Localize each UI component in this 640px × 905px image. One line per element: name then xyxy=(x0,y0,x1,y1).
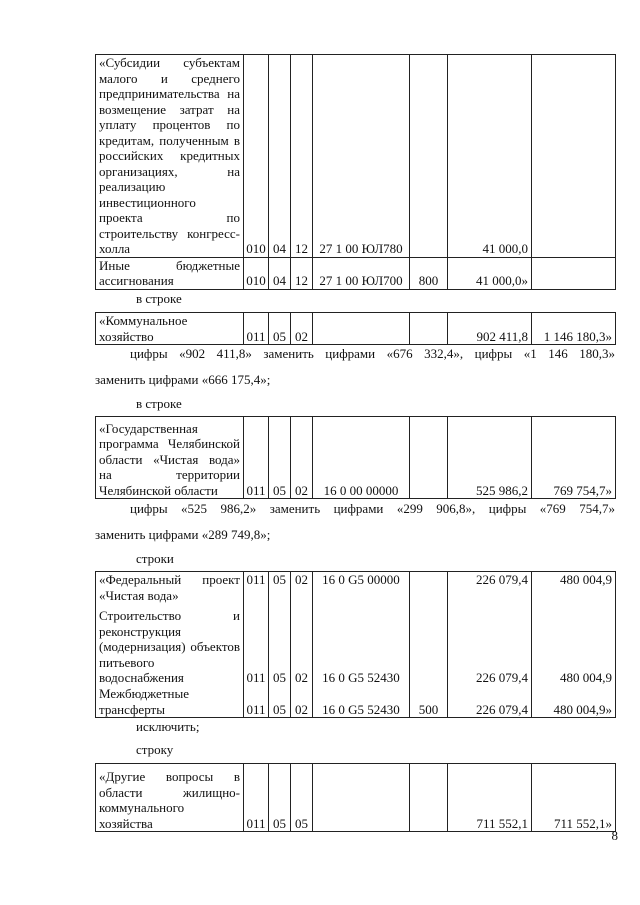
cell-sum-1: 226 079,4 xyxy=(448,608,532,686)
cell-sum-1: 226 079,4 xyxy=(448,686,532,718)
row-name: «Федеральный проект «Чистая вода» xyxy=(96,572,244,608)
cell-expense-type xyxy=(410,608,448,686)
cell-sum-2: 1 146 180,3» xyxy=(532,313,616,345)
cell-section: 04 xyxy=(269,55,291,258)
table-state-program xyxy=(95,416,616,499)
cell-section: 04 xyxy=(269,257,291,289)
table-row xyxy=(96,608,616,686)
cell-target-code: 27 1 00 ЮЛ780 xyxy=(313,55,410,258)
cell-expense-type: 500 xyxy=(410,686,448,718)
row-name: Межбюджетные трансферты xyxy=(96,686,244,718)
cell-section: 05 xyxy=(269,764,291,832)
cell-target-code: 16 0 G5 00000 xyxy=(313,572,410,608)
table-federal-project xyxy=(95,571,616,718)
cell-expense-type xyxy=(410,313,448,345)
cell-sum-2: 769 754,7» xyxy=(532,417,616,499)
table-row xyxy=(96,313,616,345)
text-exclude: исключить; xyxy=(136,719,200,734)
replace-paragraph-2-line-2: заменить цифрами «289 749,8»; xyxy=(95,527,271,542)
replace-paragraph-1-line-1: цифры «902 411,8» заменить цифрами «676 332,4», цифры «1 146 180,3» xyxy=(130,346,615,361)
cell-subsection: 02 xyxy=(291,417,313,499)
cell-target-code: 27 1 00 ЮЛ700 xyxy=(313,257,410,289)
cell-ministry: 011 xyxy=(244,686,269,718)
cell-expense-type xyxy=(410,55,448,258)
cell-ministry: 011 xyxy=(244,608,269,686)
table-row xyxy=(96,572,616,608)
cell-target-code: 16 0 G5 52430 xyxy=(313,608,410,686)
cell-section: 05 xyxy=(269,417,291,499)
cell-ministry: 010 xyxy=(244,55,269,258)
cell-target-code xyxy=(313,313,410,345)
cell-section: 05 xyxy=(269,313,291,345)
cell-ministry: 011 xyxy=(244,764,269,832)
cell-sum-2: 480 004,9 xyxy=(532,608,616,686)
cell-expense-type xyxy=(410,764,448,832)
text-rows: строки xyxy=(136,551,174,566)
table-row xyxy=(96,686,616,718)
cell-expense-type xyxy=(410,417,448,499)
table-row xyxy=(96,764,616,832)
table-row xyxy=(96,257,616,289)
table-other-housing xyxy=(95,763,616,832)
page-number: 8 xyxy=(611,828,618,843)
replace-paragraph-1-line-2: заменить цифрами «666 175,4»; xyxy=(95,372,271,387)
cell-sum-1: 41 000,0 xyxy=(448,55,532,258)
cell-subsection: 12 xyxy=(291,55,313,258)
row-name: «Коммунальное хозяйство xyxy=(96,313,244,345)
cell-subsection: 02 xyxy=(291,608,313,686)
cell-subsection: 05 xyxy=(291,764,313,832)
cell-sum-2: 480 004,9» xyxy=(532,686,616,718)
table-communal xyxy=(95,312,616,345)
cell-section: 05 xyxy=(269,608,291,686)
cell-sum-2 xyxy=(532,55,616,258)
cell-target-code: 16 0 00 00000 xyxy=(313,417,410,499)
cell-sum-2 xyxy=(532,257,616,289)
text-row: строку xyxy=(136,742,174,757)
cell-subsection: 02 xyxy=(291,572,313,608)
cell-ministry: 011 xyxy=(244,572,269,608)
cell-expense-type xyxy=(410,572,448,608)
cell-sum-1: 525 986,2 xyxy=(448,417,532,499)
table-row xyxy=(96,55,616,258)
row-name: «Субсидии субъектам малого и среднего предпринимательства на возмещение затрат на уплату процентов по кредитам, полученным в российских кредитных организациях, на реализацию инвестиционного проекта по строительству конгресс-холла xyxy=(96,55,244,258)
cell-sum-1: 41 000,0» xyxy=(448,257,532,289)
table-row xyxy=(96,417,616,499)
text-in-row: в строке xyxy=(136,291,182,306)
cell-ministry: 010 xyxy=(244,257,269,289)
cell-sum-1: 226 079,4 xyxy=(448,572,532,608)
row-name: «Государственная программа Челябинской области «Чистая вода» на территории Челябинской области xyxy=(96,417,244,499)
cell-ministry: 011 xyxy=(244,313,269,345)
cell-sum-2: 711 552,1» xyxy=(532,764,616,832)
replace-paragraph-2-line-1: цифры «525 986,2» заменить цифрами «299 906,8», цифры «769 754,7» xyxy=(130,501,615,516)
text-in-row: в строке xyxy=(136,396,182,411)
cell-expense-type: 800 xyxy=(410,257,448,289)
cell-subsection: 12 xyxy=(291,257,313,289)
cell-subsection: 02 xyxy=(291,313,313,345)
row-name: Строительство и реконструкция (модернизация) объектов питьевого водоснабжения xyxy=(96,608,244,686)
cell-subsection: 02 xyxy=(291,686,313,718)
cell-target-code xyxy=(313,764,410,832)
cell-target-code: 16 0 G5 52430 xyxy=(313,686,410,718)
cell-sum-1: 711 552,1 xyxy=(448,764,532,832)
cell-section: 05 xyxy=(269,686,291,718)
cell-sum-2: 480 004,9 xyxy=(532,572,616,608)
table-subsidies xyxy=(95,54,616,290)
row-name: Иные бюджетные ассигнования xyxy=(96,257,244,289)
cell-ministry: 011 xyxy=(244,417,269,499)
cell-section: 05 xyxy=(269,572,291,608)
cell-sum-1: 902 411,8 xyxy=(448,313,532,345)
row-name: «Другие вопросы в области жилищно-коммунального хозяйства xyxy=(96,764,244,832)
